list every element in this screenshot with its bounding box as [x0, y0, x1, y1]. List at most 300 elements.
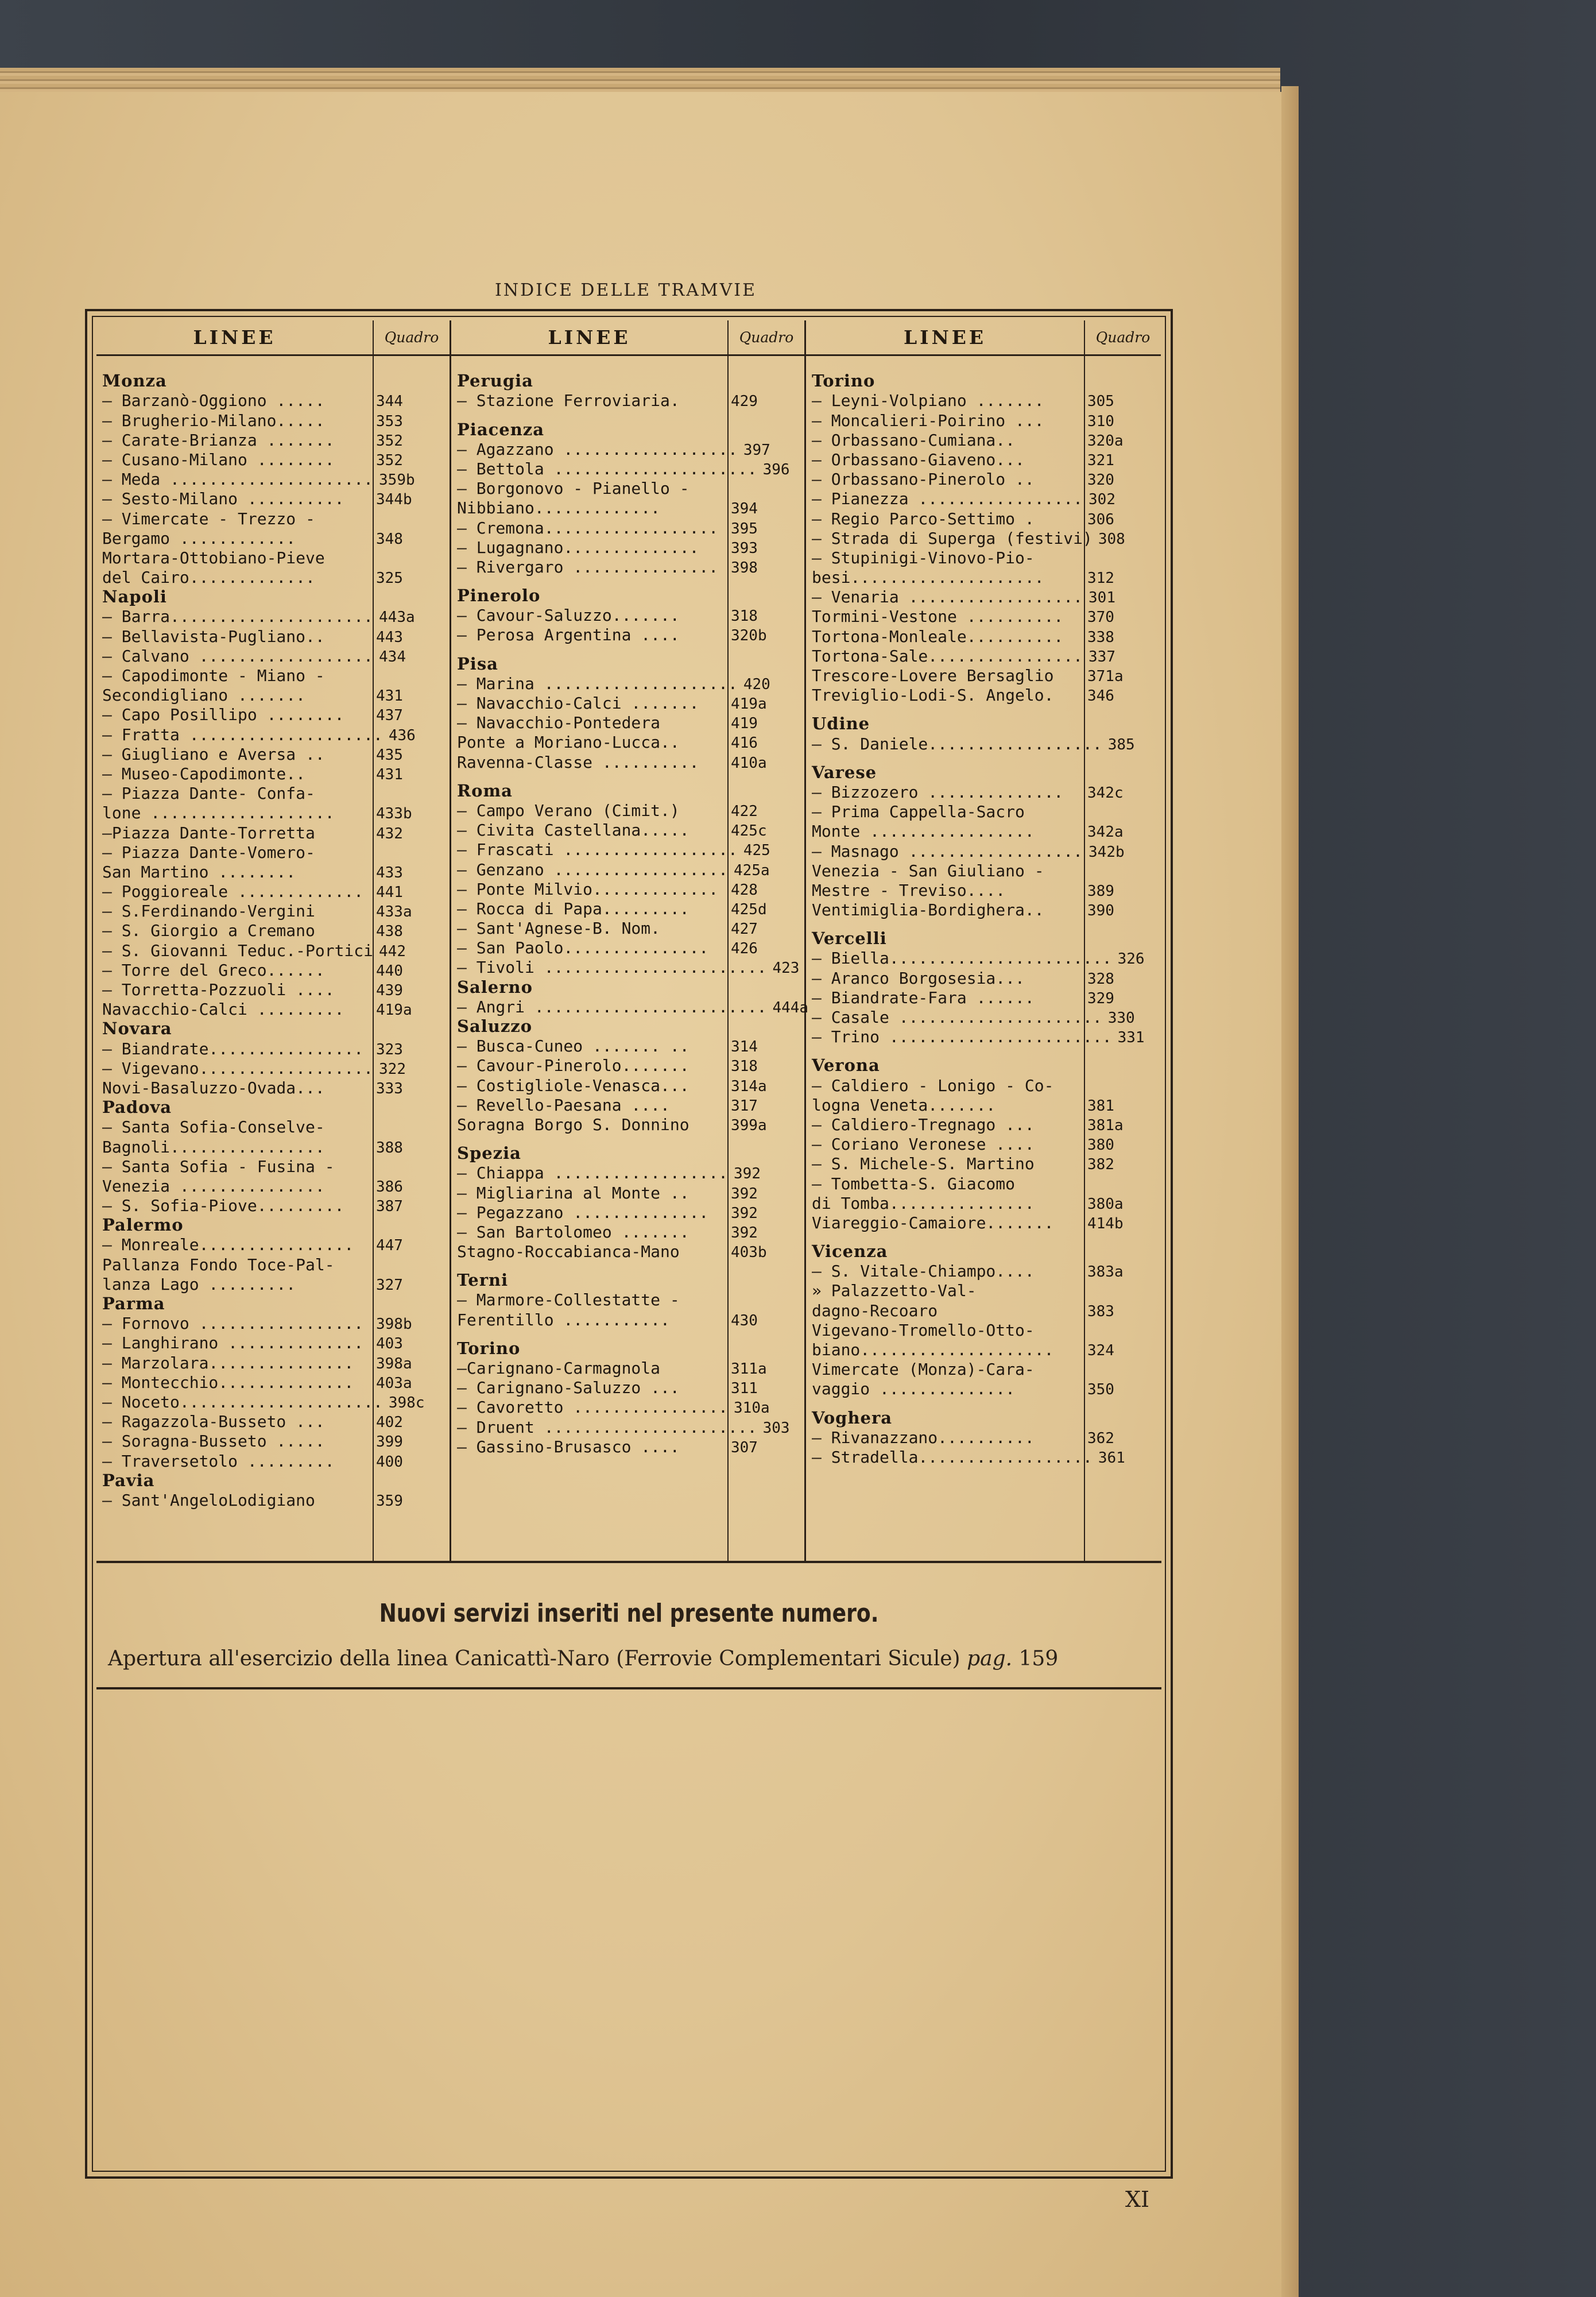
city-name: Vercelli [812, 929, 887, 949]
index-entry [806, 429, 1161, 448]
quadro-number: 370 [1087, 609, 1114, 627]
line-name: — Santa Sofia-Conselve- [102, 1117, 325, 1137]
lines-header: LINEE [96, 320, 374, 354]
quadro-number: 342b [1088, 843, 1125, 861]
quadro-number: 352 [376, 451, 403, 469]
spacer [451, 1133, 804, 1142]
quadro-number: 399a [731, 1116, 767, 1134]
city-name: Padova [102, 1097, 172, 1117]
line-name: Nibbiano............. [457, 498, 661, 518]
line-name: — Rivergaro ............... [457, 557, 719, 577]
quadro-number: 434 [379, 648, 406, 666]
quadro-number: 382 [1087, 1156, 1114, 1174]
quadro-number: 314a [731, 1077, 767, 1095]
index-entry [806, 468, 1161, 488]
quadro-number: 425 [743, 842, 770, 860]
index-entry [451, 751, 804, 770]
index-entry [806, 1299, 1161, 1318]
index-entry [451, 878, 804, 898]
quadro-number: 432 [376, 825, 403, 842]
line-name: Treviglio-Lodi-S. Angelo. [812, 686, 1054, 705]
quadro-number: 344b [376, 491, 412, 509]
line-name: — Cavoretto ................ [457, 1398, 729, 1417]
line-name: Mortara-Ottobiano-Pieve [102, 548, 325, 567]
line-name: — Coriano Veronese .... [812, 1135, 1035, 1154]
index-entry [96, 939, 450, 958]
index-entry [451, 672, 804, 692]
line-name: — Migliarina al Monte .. [457, 1183, 689, 1202]
city-heading [451, 652, 804, 672]
column-entries [806, 370, 1161, 1465]
quadro-number: 386 [376, 1178, 403, 1196]
index-entry [96, 429, 450, 448]
index-entry [806, 448, 1161, 468]
line-name: — Agazzano .................. [457, 439, 738, 459]
quadro-number: 402 [376, 1414, 403, 1432]
city-name: Spezia [457, 1143, 521, 1163]
notice-heading: Nuovi servizi inseriti nel presente numero. [379, 1599, 879, 1628]
index-entry [96, 1371, 450, 1391]
quadro-number: 305 [1087, 393, 1114, 411]
line-name: — Orbassano-Pinerolo .. [812, 470, 1035, 489]
index-entry [96, 1489, 450, 1509]
line-name: — Pianezza ................. [812, 489, 1083, 509]
quadro-number: 414b [1087, 1215, 1124, 1232]
line-name: — Borgonovo - Pianello - [457, 479, 689, 498]
line-name: — Ponte Milvio............. [457, 879, 719, 899]
city-heading [451, 418, 804, 438]
city-heading [451, 1142, 804, 1162]
quadro-number: 423 [772, 960, 800, 977]
line-name: biano.................... [812, 1340, 1054, 1359]
line-name: —Piazza Dante-Torretta [102, 823, 315, 842]
city-name: Udine [812, 714, 870, 734]
city-heading [451, 1015, 804, 1035]
line-name: — Barzanò-Oggiono ..... [102, 391, 325, 411]
quadro-number: 301 [1088, 589, 1115, 607]
quadro-number: 398b [376, 1316, 412, 1333]
index-column-1 [96, 320, 451, 1561]
index-entry [806, 820, 1161, 840]
line-name: lanza Lago ......... [102, 1274, 296, 1294]
line-name: — Navacchio-Pontedera [457, 713, 661, 733]
index-entry [451, 604, 804, 624]
quadro-number: 383 [1087, 1302, 1114, 1320]
city-name: Torino [457, 1338, 521, 1358]
quadro-number: 359 [376, 1492, 403, 1510]
line-name: di Tomba............... [812, 1193, 1035, 1213]
line-name: — Vigevano.................. [102, 1058, 374, 1078]
quadro-number: 381a [1087, 1116, 1124, 1134]
index-entry [96, 1077, 450, 1096]
quadro-number: 416 [731, 734, 758, 752]
quadro-number: 302 [1088, 491, 1115, 509]
index-entry [96, 468, 450, 488]
line-name: — Orbassano-Cumiana.. [812, 430, 1016, 450]
index-entry [806, 566, 1161, 586]
index-entry [451, 996, 809, 1016]
city-name: Terni [457, 1270, 509, 1290]
line-name: — Bellavista-Pugliano.. [102, 627, 325, 646]
index-entry [96, 547, 450, 566]
city-name: Pinerolo [457, 586, 541, 606]
quadro-number: 331 [1117, 1029, 1145, 1047]
spacer [451, 1328, 804, 1337]
city-heading [806, 1406, 1161, 1426]
line-name: Navacchio-Calci ......... [102, 1000, 344, 1019]
quadro-number: 390 [1087, 902, 1114, 920]
index-entry [96, 703, 450, 723]
city-heading [806, 927, 1161, 947]
city-heading [96, 1470, 450, 1489]
quadro-number: 359b [379, 471, 415, 489]
index-entry [806, 1339, 1161, 1358]
quadro-number: 380a [1087, 1195, 1124, 1213]
index-entry [806, 1260, 1161, 1279]
index-entry [806, 1172, 1161, 1192]
quadro-number: 440 [376, 962, 403, 980]
quadro-number: 441 [376, 884, 403, 902]
line-name: Venezia ............... [102, 1176, 325, 1196]
index-entry [806, 1319, 1161, 1339]
line-name: — Traversetolo ......... [102, 1451, 335, 1471]
index-entry [451, 1357, 804, 1376]
line-name: Novi-Basaluzzo-Ovada... [102, 1078, 325, 1097]
quadro-header: Quadro [739, 329, 794, 346]
line-name: — S. Sofia-Piove......... [102, 1196, 344, 1216]
line-name: — Leyni-Volpiano ....... [812, 391, 1044, 411]
quadro-number: 314 [731, 1038, 758, 1056]
index-entry [96, 841, 450, 861]
spacer [806, 918, 1161, 927]
line-name: Secondigliano ....... [102, 686, 306, 705]
quadro-number: 338 [1087, 628, 1114, 646]
quadro-number: 419 [731, 715, 758, 733]
index-entry [806, 987, 1161, 1006]
line-name: — San Paolo............... [457, 938, 709, 958]
line-name: — Marmore-Collestatte - [457, 1290, 680, 1310]
city-name: Pavia [102, 1470, 155, 1490]
index-entry [806, 1026, 1161, 1045]
line-name: — Angri ........................ [457, 997, 767, 1016]
line-name: — Lugagnano.............. [457, 537, 699, 557]
quadro-number: 437 [376, 707, 403, 725]
line-name: Bagnoli................ [102, 1137, 325, 1157]
quadro-number: 398c [388, 1394, 425, 1412]
line-name: — Carate-Brianza ....... [102, 430, 335, 450]
line-name: — Santa Sofia - Fusina - [102, 1157, 335, 1176]
line-name: — Capodimonte - Miano - [102, 666, 325, 685]
line-name: — Marina .................... [457, 674, 738, 693]
index-entry [96, 1194, 450, 1214]
quadro-number: 443 [376, 628, 403, 646]
index-entry [806, 507, 1161, 527]
index-entry [96, 1391, 450, 1410]
line-name: — Caldiero-Tregnago ... [812, 1115, 1035, 1134]
city-name: Pisa [457, 653, 498, 674]
quadro-number: 353 [376, 412, 403, 430]
line-name: — Frascati .................. [457, 840, 738, 860]
line-name: — Giugliano e Aversa .. [102, 744, 325, 764]
index-entry [96, 1332, 450, 1351]
line-name: del Cairo............. [102, 568, 315, 587]
city-heading [96, 1096, 450, 1116]
quadro-number: 362 [1087, 1429, 1114, 1447]
index-frame [85, 309, 1173, 2179]
line-name: — Chiappa .................. [457, 1163, 729, 1183]
line-name: — San Bartolomeo ....... [457, 1222, 689, 1242]
index-entry [451, 438, 804, 458]
quadro-number: 433 [376, 864, 403, 881]
index-entry [806, 547, 1161, 566]
quadro-number: 337 [1088, 648, 1115, 666]
index-entry [451, 536, 804, 556]
quadro-number: 436 [388, 726, 416, 744]
quadro-number: 342c [1087, 784, 1124, 802]
line-name: Ventimiglia-Bordighera.. [812, 900, 1044, 920]
quadro-number: 311 [731, 1380, 758, 1398]
line-name: besi.................... [812, 568, 1044, 587]
line-name: — Montecchio.............. [102, 1372, 354, 1392]
quadro-number: 425c [731, 822, 767, 840]
line-name: — Orbassano-Giaveno... [812, 450, 1025, 469]
line-name: — Costigliole-Venasca... [457, 1076, 689, 1095]
quadro-number: 398 [731, 559, 758, 577]
quadro-number: 344 [376, 393, 403, 411]
index-column-2 [451, 320, 809, 1561]
column-header [96, 320, 450, 356]
index-entry [806, 1279, 1161, 1299]
city-name: Napoli [102, 587, 167, 607]
index-entry [96, 1312, 450, 1332]
index-entry [451, 711, 804, 731]
city-name: Novara [102, 1019, 172, 1039]
quadro-number: 442 [379, 942, 406, 960]
index-entry [806, 1006, 1161, 1026]
index-entry [96, 1233, 450, 1253]
index-entry [806, 1358, 1161, 1378]
index-entry [96, 507, 450, 527]
line-name: — Caldiero - Lonigo - Co- [812, 1076, 1054, 1095]
index-entry [451, 956, 804, 976]
line-name: San Martino ........ [102, 862, 296, 881]
quadro-number: 350 [1087, 1381, 1114, 1399]
column-header [806, 320, 1161, 356]
line-name: Vimercate (Monza)-Cara- [812, 1360, 1035, 1379]
city-name: Verona [812, 1055, 880, 1076]
line-name: — Meda ..................... [102, 470, 374, 489]
line-name: — Biella....................... [812, 949, 1112, 968]
line-name: Soragna Borgo S. Donnino [457, 1115, 689, 1134]
city-heading [451, 1337, 804, 1357]
line-name: Trescore-Lovere Bersaglio [812, 666, 1054, 685]
line-name: — Biandrate-Fara ...... [812, 988, 1035, 1007]
index-entry [806, 781, 1161, 801]
quadro-number: 389 [1087, 882, 1114, 900]
quadro-number: 318 [731, 608, 758, 625]
quadro-number: 425d [731, 900, 767, 918]
quadro-number: 435 [376, 746, 403, 764]
line-name: — Soragna-Busseto ..... [102, 1432, 325, 1451]
city-name: Piacenza [457, 419, 545, 439]
line-name: — Museo-Capodimonte.. [102, 764, 306, 783]
index-entry [806, 1074, 1161, 1093]
index-entry [806, 527, 1161, 547]
index-entry [451, 799, 804, 819]
index-entry [806, 1113, 1161, 1133]
line-name: — S. Daniele.................. [812, 734, 1102, 753]
line-name: — Cremona.................. [457, 518, 719, 537]
quadro-number: 381 [1087, 1097, 1114, 1115]
line-name: Ravenna-Classe .......... [457, 752, 699, 772]
page-edge-right [1281, 86, 1299, 2297]
index-entry [806, 879, 1161, 899]
index-column-3 [806, 320, 1161, 1561]
line-name: — S. Vitale-Chiampo.... [812, 1262, 1035, 1281]
quadro-number: 323 [376, 1041, 403, 1058]
line-name: — Vimercate - Trezzo - [102, 509, 315, 528]
index-entry [451, 1308, 804, 1328]
index-entry [451, 556, 804, 575]
index-entry [806, 860, 1161, 879]
line-name: — Monreale................ [102, 1235, 354, 1255]
index-entry [96, 861, 450, 880]
city-name: Salerno [457, 977, 533, 997]
quadro-number: 320a [1087, 432, 1124, 450]
quadro-number: 439 [376, 982, 403, 999]
line-name: — Prima Cappella-Sacro [812, 802, 1025, 822]
spacer [806, 1045, 1161, 1054]
quadro-number: 307 [731, 1438, 758, 1456]
city-heading [96, 370, 450, 389]
index-entry [451, 731, 804, 751]
line-name: — Civita Castellana..... [457, 821, 689, 840]
index-entry [451, 1074, 804, 1093]
line-name: — Masnago .................. [812, 841, 1083, 861]
line-name: — Sesto-Milano .......... [102, 489, 344, 509]
index-entry [451, 1289, 804, 1308]
spacer [451, 771, 804, 780]
index-entry [451, 458, 804, 477]
quadro-number: 428 [731, 881, 758, 899]
quadro-number: 419a [731, 695, 767, 713]
line-name: — Moncalieri-Poirino ... [812, 411, 1044, 430]
line-name: — S. Michele-S. Martino [812, 1154, 1035, 1174]
index-entry [806, 1133, 1161, 1153]
index-entry [806, 1212, 1161, 1231]
index-entry [806, 1378, 1161, 1397]
index-entry [96, 488, 450, 507]
quadro-number: 419a [376, 1001, 412, 1019]
index-entry [96, 821, 450, 841]
line-name: — Druent ...................... [457, 1417, 757, 1437]
line-name: Bergamo ............ [102, 528, 296, 548]
line-name: — Capo Posillipo ........ [102, 705, 344, 725]
line-name: — Carignano-Saluzzo ... [457, 1378, 680, 1398]
quadro-number: 318 [731, 1058, 758, 1076]
index-entry [451, 516, 804, 536]
quadro-number: 422 [731, 802, 758, 820]
index-entry [96, 1410, 450, 1430]
quadro-number: 310a [734, 1399, 770, 1417]
index-entry [96, 448, 450, 468]
index-entry [96, 1057, 450, 1077]
line-name: — Trino ....................... [812, 1027, 1112, 1047]
quadro-number: 348 [376, 530, 403, 548]
quadro-number: 342a [1087, 823, 1124, 841]
index-entry [96, 1116, 450, 1135]
line-name: — Noceto..................... [102, 1392, 383, 1412]
line-name: — Sant'AngeloLodigiano [102, 1490, 315, 1510]
index-entry [451, 477, 804, 497]
line-name: — Piazza Dante- Confa- [102, 784, 315, 803]
line-name: Pallanza Fondo Toce-Pal- [102, 1255, 335, 1274]
index-entry [806, 1192, 1161, 1212]
line-name: — Stupinigi-Vinovo-Pio- [812, 548, 1035, 567]
quadro-number: 328 [1087, 970, 1114, 988]
quadro-number: 322 [379, 1060, 406, 1078]
index-entry [451, 1240, 804, 1260]
quadro-number: 398a [376, 1355, 412, 1372]
quadro-number: 395 [731, 520, 758, 537]
index-entry [96, 1155, 450, 1175]
column-entries [451, 370, 809, 1456]
city-name: Monza [102, 371, 167, 391]
spacer [451, 575, 804, 585]
quadro-number: 324 [1087, 1342, 1114, 1359]
quadro-number: 433b [376, 805, 412, 823]
line-name: — Piazza Dante-Vomero- [102, 842, 315, 862]
city-heading [806, 1240, 1161, 1260]
index-entry [96, 664, 450, 684]
city-heading [451, 780, 804, 799]
spacer [806, 703, 1161, 713]
line-name: — Tombetta-S. Giacomo [812, 1174, 1016, 1193]
quadro-number: 430 [731, 1312, 758, 1329]
city-heading [451, 370, 804, 389]
line-name: — Stazione Ferroviaria. [457, 391, 680, 411]
index-entry [96, 782, 450, 802]
quadro-number: 392 [731, 1204, 758, 1222]
line-name: — Gassino-Brusasco .... [457, 1437, 680, 1456]
city-heading [806, 713, 1161, 732]
line-name: — Biandrate................ [102, 1039, 364, 1058]
line-name: » Palazzetto-Val- [812, 1281, 977, 1301]
line-name: — Cavour-Saluzzo....... [457, 606, 680, 625]
index-entry [451, 838, 804, 858]
quadro-number: 320 [1087, 471, 1114, 489]
index-entry [96, 625, 450, 644]
line-name: dagno-Recoaro [812, 1301, 938, 1320]
city-name: Varese [812, 762, 877, 782]
index-entry [451, 1162, 804, 1181]
quadro-number: 431 [376, 687, 403, 705]
index-entry [96, 1273, 450, 1293]
quadro-number: 392 [734, 1165, 761, 1183]
quadro-number: 320b [731, 627, 767, 645]
quadro-number: 426 [731, 940, 758, 958]
index-entry [806, 840, 1161, 859]
quadro-number: 383a [1087, 1263, 1124, 1281]
line-name: Tortona-Sale................ [812, 646, 1083, 666]
quadro-number: 429 [731, 393, 758, 411]
index-entry [96, 684, 450, 703]
city-heading [806, 370, 1161, 389]
index-entry [451, 937, 804, 956]
city-heading [96, 1293, 450, 1312]
index-entry [451, 917, 804, 937]
city-name: Voghera [812, 1407, 893, 1428]
